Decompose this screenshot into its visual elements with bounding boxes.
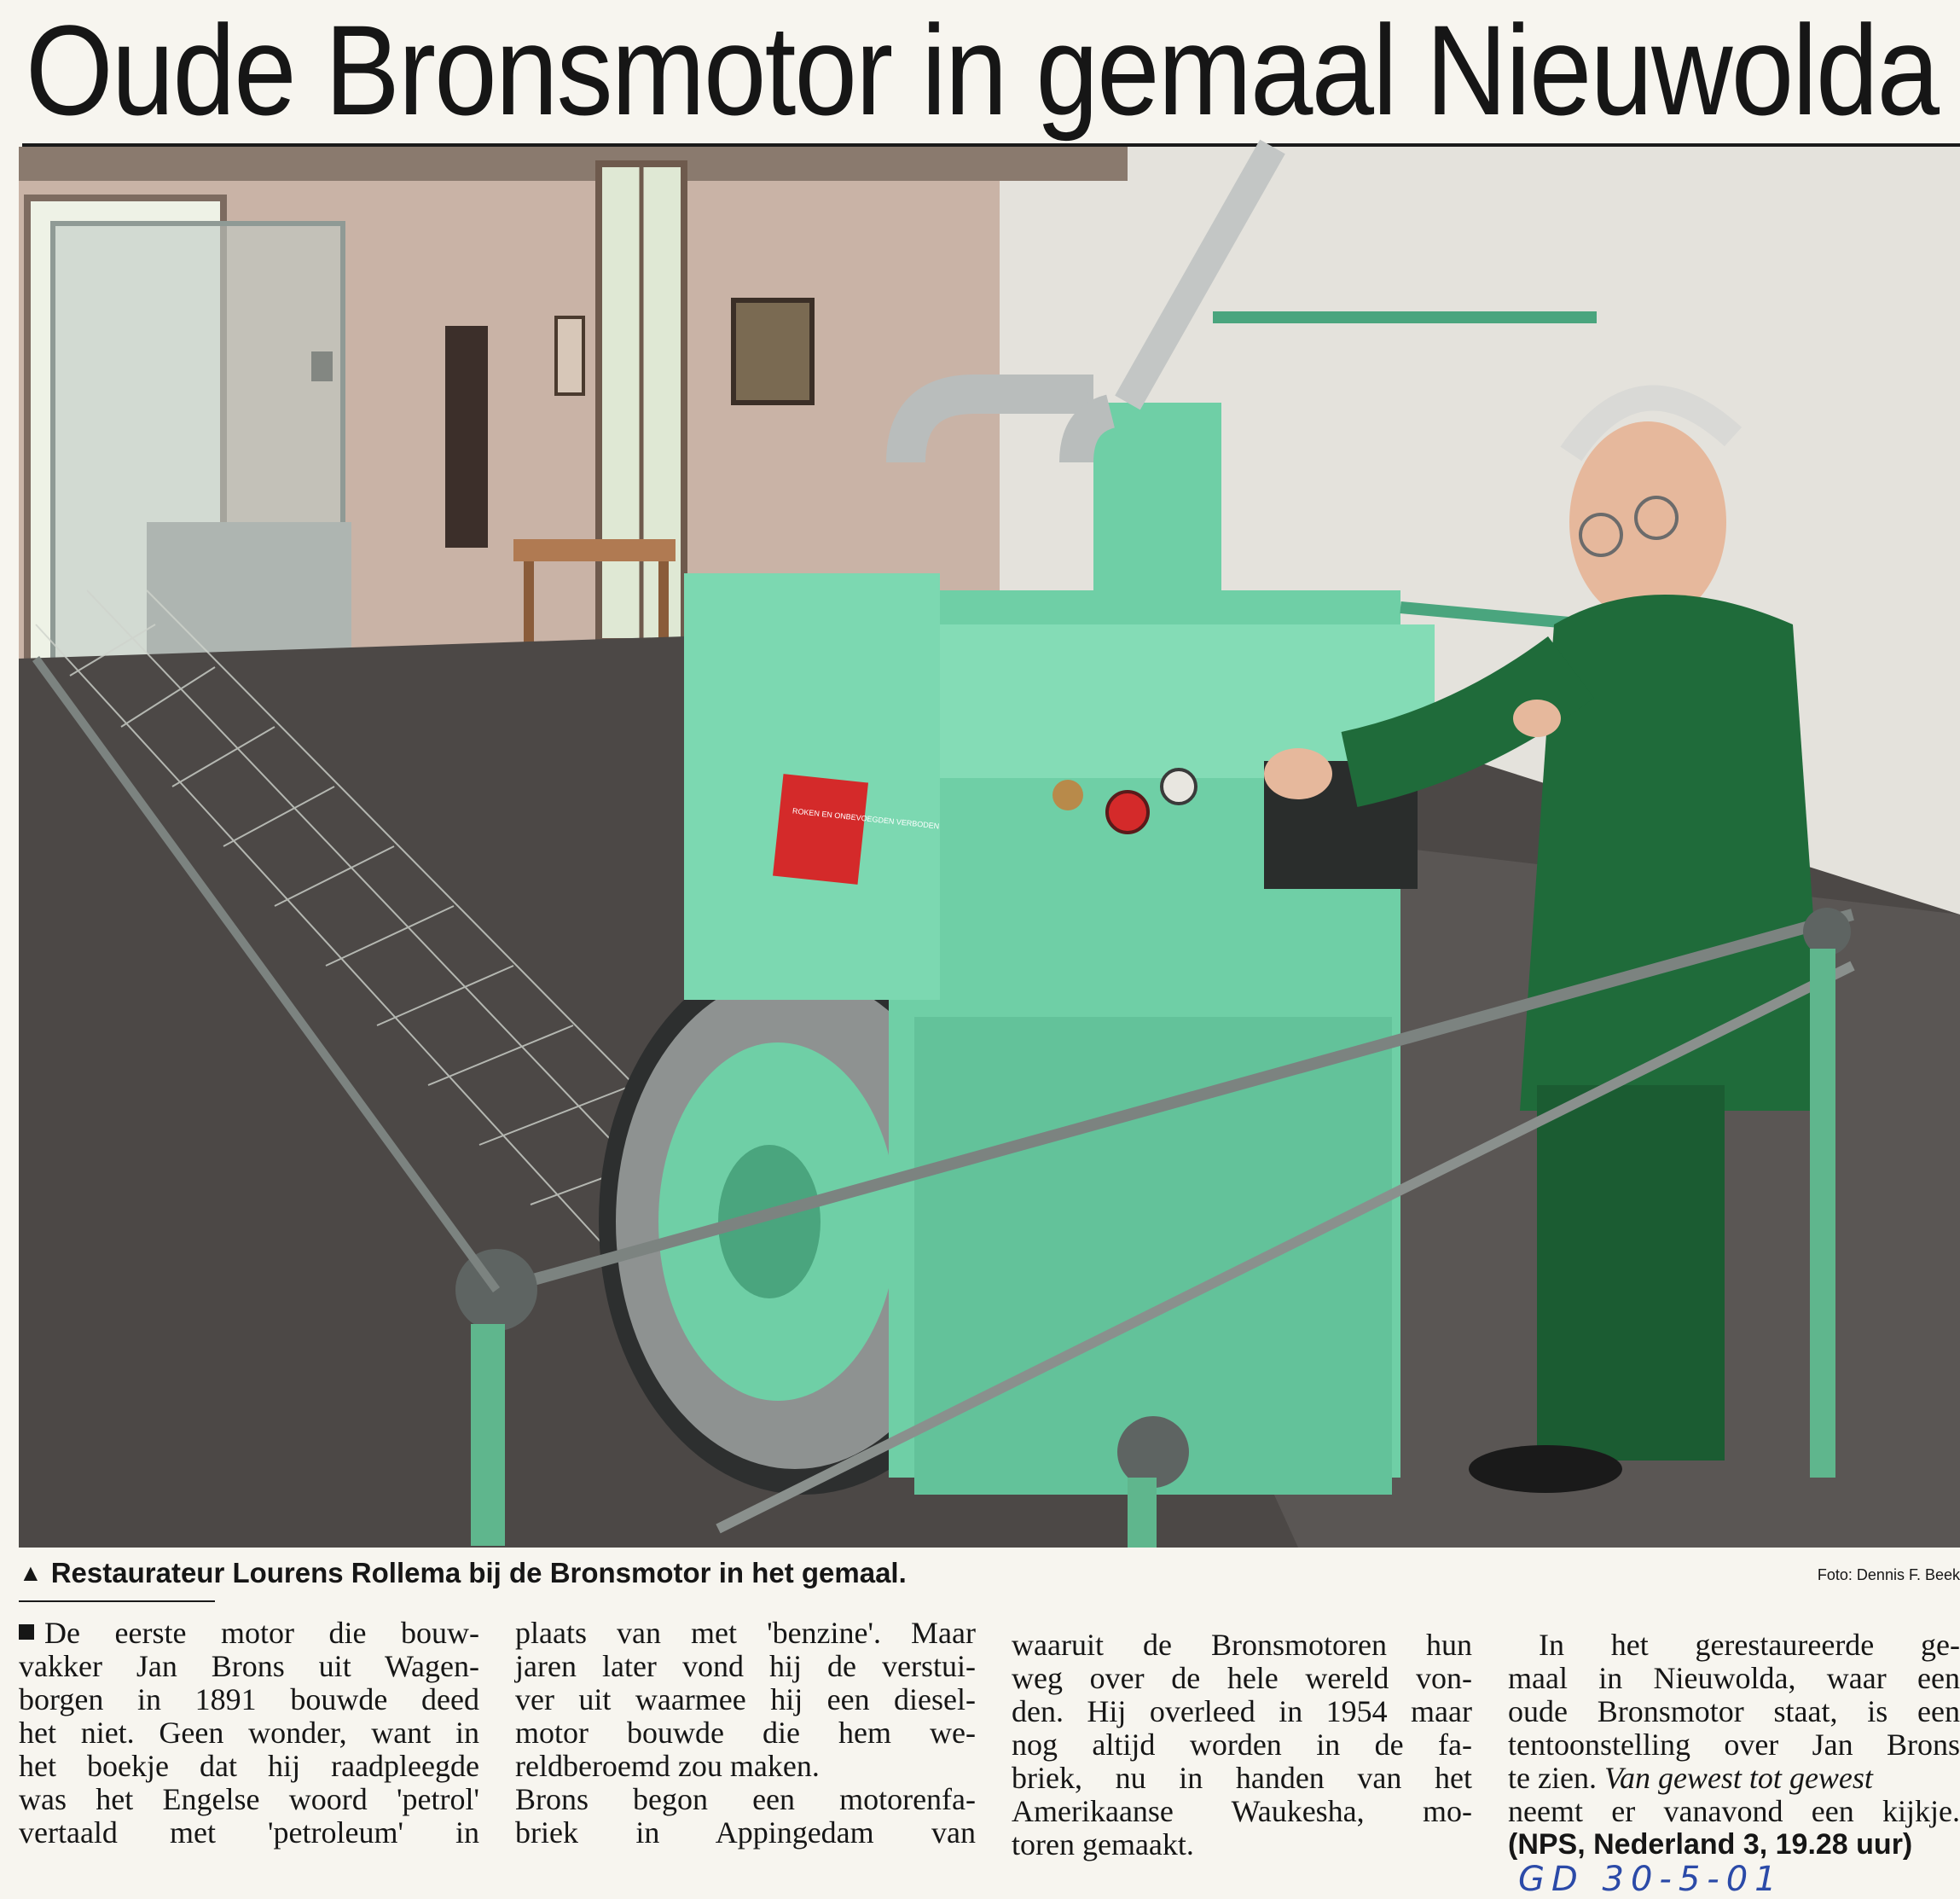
article-line: jaren later vond hij de verstui- <box>515 1649 976 1683</box>
article-line: plaats van met 'benzine'. Maar <box>515 1616 976 1650</box>
article-line: het boekje dat hij raadpleegde <box>19 1749 479 1783</box>
article-line: reldberoemd zou maken. <box>515 1749 820 1783</box>
article-line: oude Bronsmotor staat, is een <box>1508 1694 1960 1728</box>
article-line: briek in Appingedam van <box>515 1815 976 1850</box>
machine-warning-sign: ROKEN EN ONBEVOEGDEN VERBODEN <box>792 806 940 831</box>
article-line: den. Hij overleed in 1954 maar <box>1012 1694 1472 1728</box>
article-column-4 <box>1508 1629 1960 1861</box>
article-column-1 <box>19 1617 479 1850</box>
triangle-icon: ▲ <box>19 1559 43 1586</box>
article-line: maal in Nieuwolda, waar een <box>1508 1661 1960 1695</box>
article-line: briek, nu in handen van het <box>1012 1761 1472 1795</box>
headline: Oude Bronsmotor in gemaal Nieuwolda <box>26 0 1939 142</box>
article-line: In het gerestaureerde ge- <box>1539 1628 1960 1662</box>
handwritten-date-note: GD 30-5-01 <box>1518 1860 1783 1899</box>
article-column-2 <box>515 1617 976 1850</box>
bullet-square-icon <box>19 1624 34 1640</box>
news-photo <box>19 147 1960 1548</box>
article-line: Brons begon een motorenfa- <box>515 1782 976 1816</box>
article-line: toren gemaakt. <box>1012 1827 1194 1861</box>
article-line: nog altijd worden in de fa- <box>1012 1728 1472 1762</box>
article-line: was het Engelse woord 'petrol' <box>19 1782 479 1816</box>
article-line: te zien. Van gewest tot gewest <box>1508 1761 1873 1795</box>
broadcast-info: (NPS, Nederland 3, 19.28 uur) <box>1508 1828 1913 1861</box>
article-line: ver uit waarmee hij een diesel- <box>515 1682 976 1716</box>
article-line: tentoonstelling over Jan Brons <box>1508 1728 1960 1762</box>
photo-caption-row <box>19 1553 1960 1595</box>
article-line: weg over de hele wereld von- <box>1012 1661 1472 1695</box>
photo-credit: Foto: Dennis F. Beek <box>1817 1566 1960 1583</box>
article-line: vertaald met 'petroleum' in <box>19 1815 479 1850</box>
program-title: Van gewest tot gewest <box>1603 1761 1873 1795</box>
article-line: waaruit de Bronsmotoren hun <box>1012 1628 1472 1662</box>
article-line: motor bouwde die hem we- <box>515 1716 976 1750</box>
photo-caption: ▲ Restaurateur Lourens Rollema bij de Bronsmotor in het gemaal. <box>19 1557 907 1588</box>
article-line: neemt er vanavond een kijkje. <box>1508 1794 1960 1828</box>
caption-rule <box>19 1600 215 1602</box>
article-line: borgen in 1891 bouwde deed <box>19 1682 479 1716</box>
article-line: vakker Jan Brons uit Wagen- <box>19 1649 479 1683</box>
article-line: Amerikaanse Waukesha, mo- <box>1012 1794 1472 1828</box>
article-body <box>19 1617 1960 1891</box>
article-column-3 <box>1012 1629 1472 1861</box>
article-line: De eerste motor die bouw- <box>19 1617 479 1650</box>
article-line: het niet. Geen wonder, want in <box>19 1716 479 1750</box>
